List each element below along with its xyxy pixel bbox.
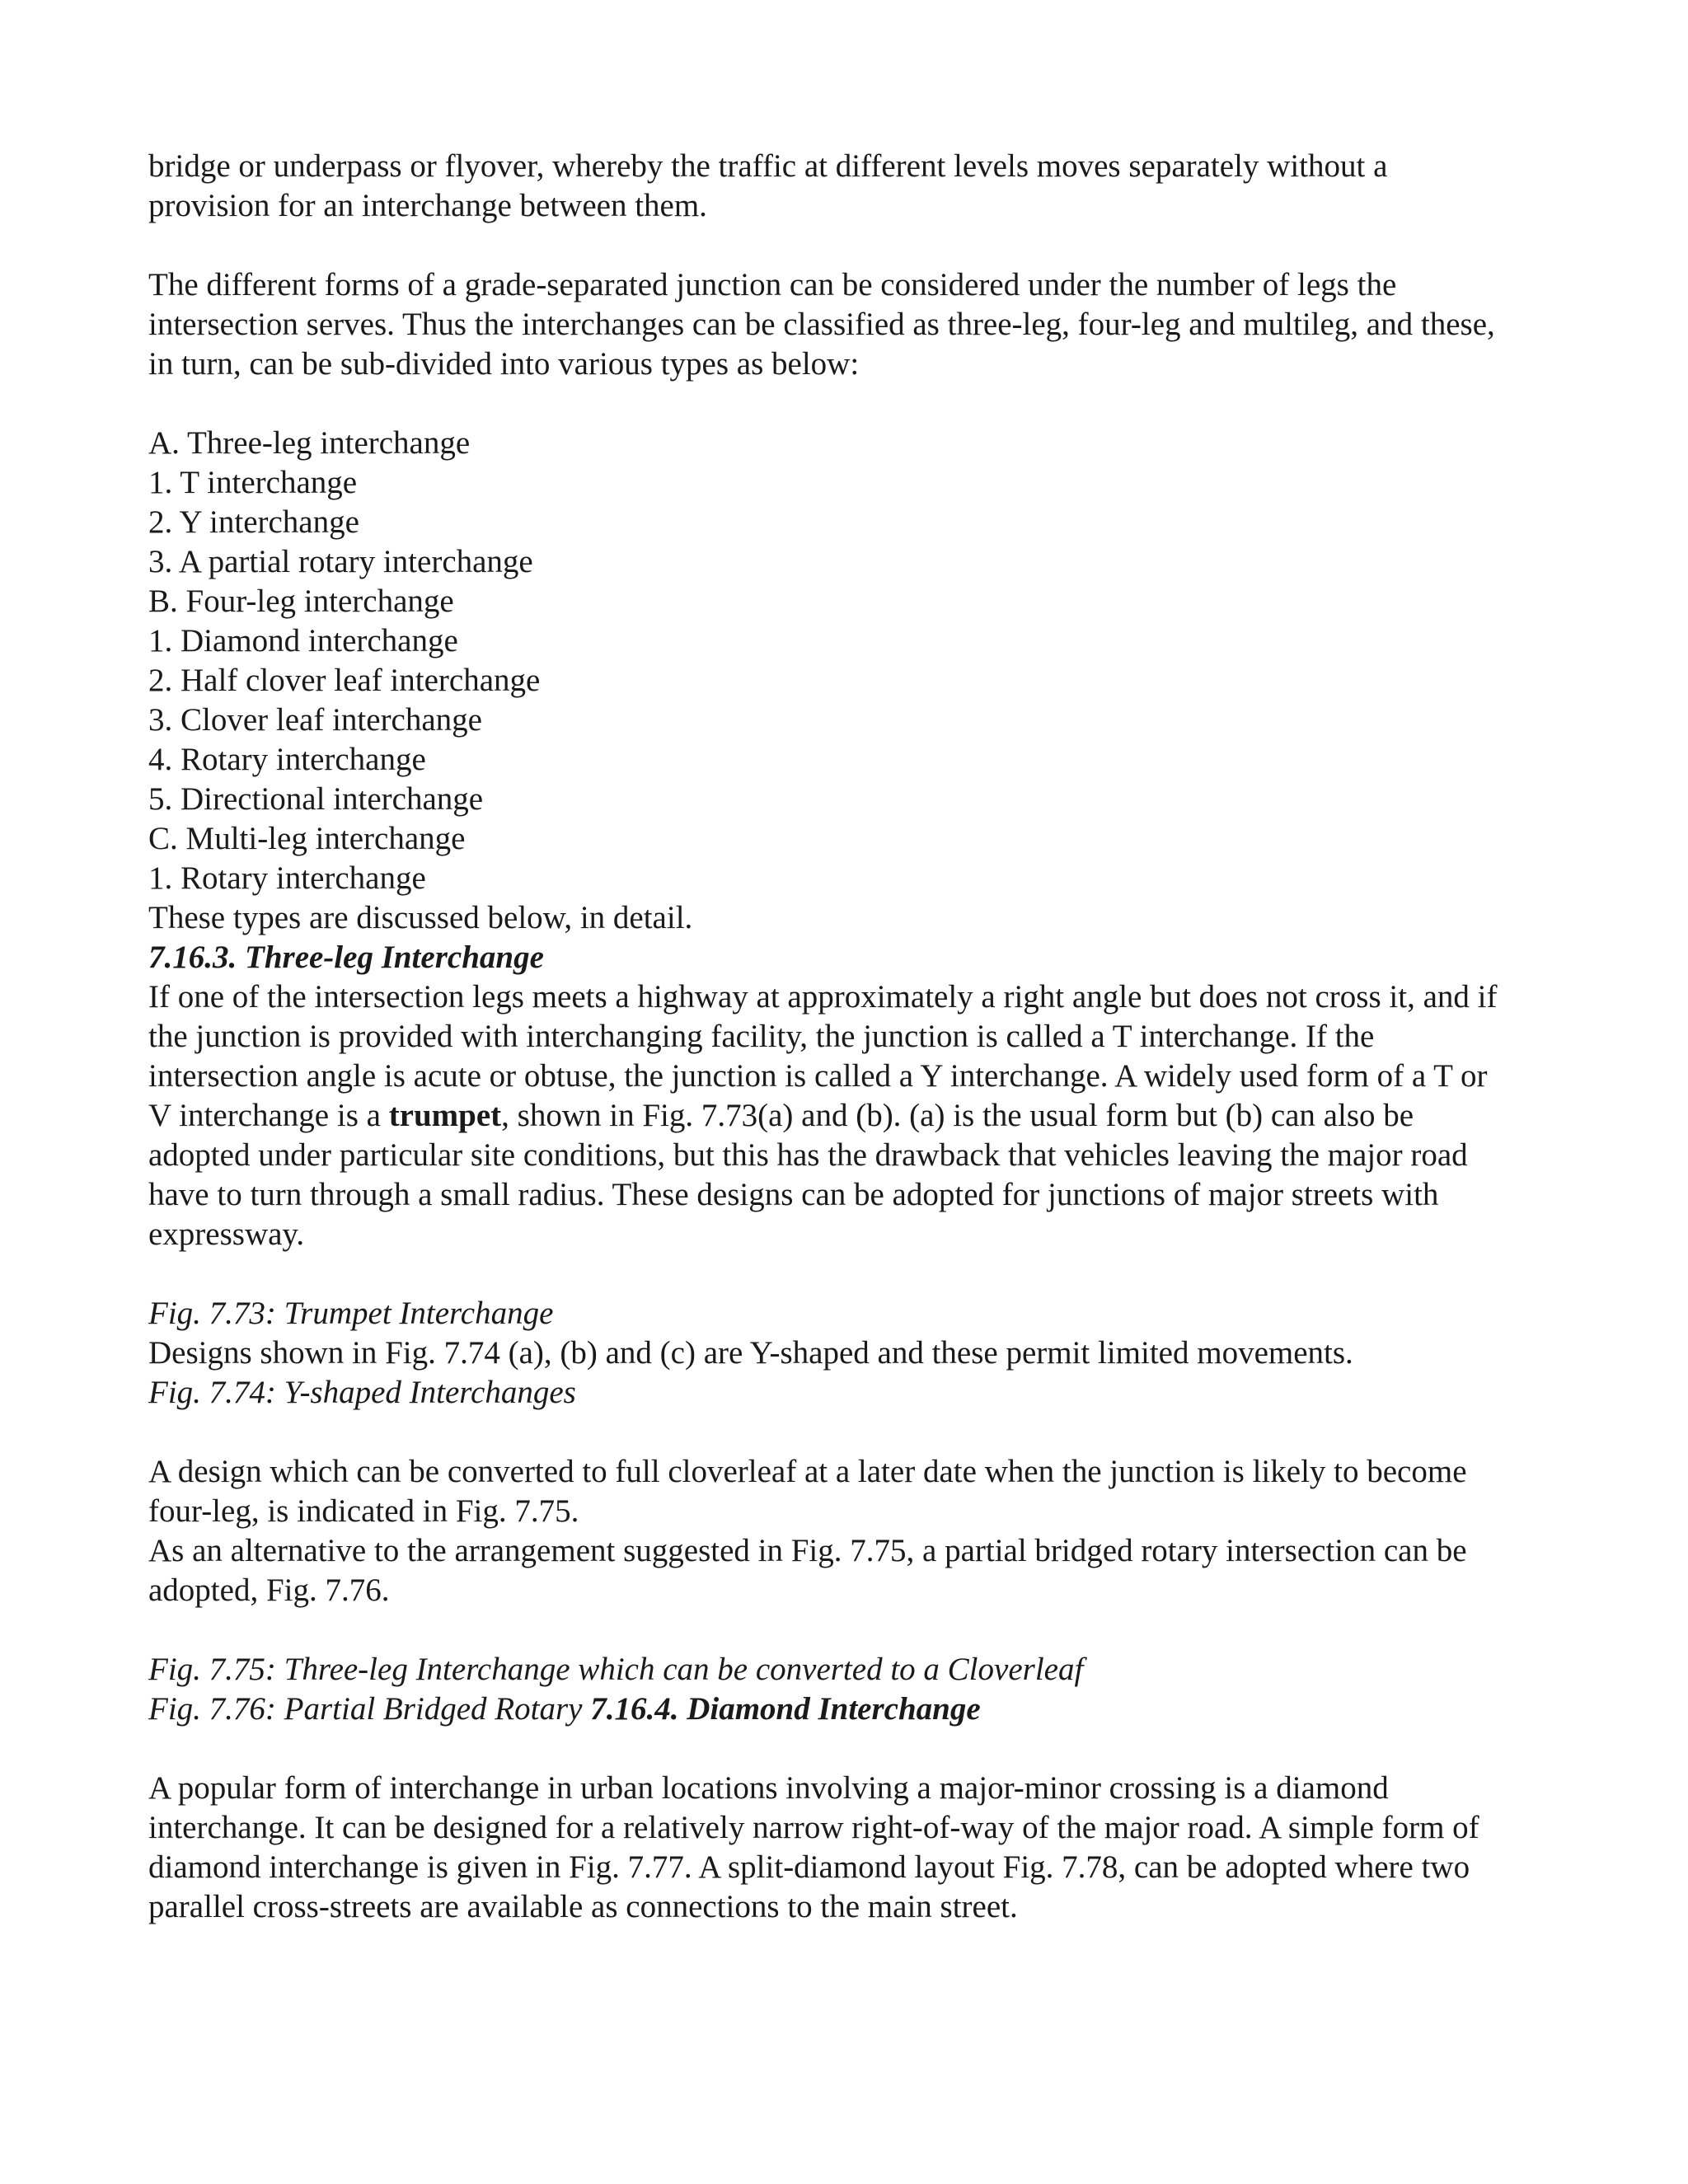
text-line: If one of the intersection legs meets a highway at approximately a right angle but does not cross it, and if — [148, 979, 1498, 1015]
list-item: 3. A partial rotary interchange — [148, 544, 533, 579]
text-line: expressway. — [148, 1216, 305, 1252]
text-line: in turn, can be sub-divided into various types as below: — [148, 346, 860, 382]
list-item: B. Four-leg interchange — [148, 583, 454, 619]
diamond-paragraph — [148, 1769, 1550, 1927]
classification-list — [148, 424, 1550, 938]
list-item: 5. Directional interchange — [148, 781, 484, 817]
figure-caption-7-76: Fig. 7.76: Partial Bridged Rotary — [148, 1691, 591, 1727]
text-line — [148, 1096, 1550, 1136]
forms-paragraph — [148, 265, 1550, 384]
text-line: intersection angle is acute or obtuse, the junction is called a Y interchange. A widely used form of a T or — [148, 1058, 1488, 1094]
caption-heading-line — [148, 1690, 1550, 1729]
three-leg-paragraph — [148, 977, 1550, 1254]
text-line: the junction is provided with interchanging facility, the junction is called a T interchange. If the — [148, 1019, 1375, 1054]
list-item: 1. T interchange — [148, 465, 358, 500]
text-line: intersection serves. Thus the interchanges can be classified as three-leg, four-leg and multileg, and these, — [148, 307, 1495, 342]
y-designs-text: Designs shown in Fig. 7.74 (a), (b) and (c) are Y-shaped and these permit limited movements. — [148, 1335, 1353, 1371]
text-line: parallel cross-streets are available as connections to the main street. — [148, 1889, 1018, 1924]
list-item: 1. Rotary interchange — [148, 860, 426, 896]
text-line: four-leg, is indicated in Fig. 7.75. — [148, 1493, 579, 1529]
text-line: As an alternative to the arrangement suggested in Fig. 7.75, a partial bridged rotary intersection can be — [148, 1533, 1467, 1568]
text-line: A popular form of interchange in urban locations involving a major-minor crossing is a diamond — [148, 1770, 1389, 1806]
list-item: These types are discussed below, in detail. — [148, 900, 693, 935]
figure-caption-7-73: Fig. 7.73: Trumpet Interchange — [148, 1296, 554, 1331]
text-line: adopted under particular site conditions, but this has the drawback that vehicles leaving the major road — [148, 1137, 1468, 1173]
list-item: 1. Diamond interchange — [148, 623, 458, 658]
list-item: 4. Rotary interchange — [148, 742, 426, 777]
section-heading-diamond: 7.16.4. Diamond Interchange — [590, 1691, 981, 1727]
text-line: The different forms of a grade-separated junction can be considered under the number of legs the — [148, 267, 1397, 302]
figure-caption-7-75: Fig. 7.75: Three-leg Interchange which can be converted to a Cloverleaf — [148, 1652, 1084, 1687]
text-line: have to turn through a small radius. These designs can be adopted for junctions of major streets with — [148, 1177, 1439, 1212]
intro-paragraph — [148, 147, 1550, 226]
text-line: interchange. It can be designed for a relatively narrow right-of-way of the major road. A simple form of — [148, 1810, 1479, 1845]
list-item: 2. Y interchange — [148, 504, 359, 540]
document-page — [148, 147, 1550, 1927]
cloverleaf-paragraph — [148, 1452, 1550, 1610]
text-line: provision for an interchange between them. — [148, 188, 707, 223]
list-item: C. Multi-leg interchange — [148, 821, 466, 856]
text-line: A design which can be converted to full cloverleaf at a later date when the junction is likely to become — [148, 1454, 1467, 1489]
text-span: , shown in Fig. 7.73(a) and (b). (a) is the usual form but (b) can also be — [501, 1098, 1414, 1133]
list-item: A. Three-leg interchange — [148, 425, 471, 461]
text-line: bridge or underpass or flyover, whereby the traffic at different levels moves separately without a — [148, 148, 1388, 184]
list-item: 2. Half clover leaf interchange — [148, 663, 541, 698]
text-line: diamond interchange is given in Fig. 7.77. A split-diamond layout Fig. 7.78, can be adopted where two — [148, 1849, 1470, 1885]
figure-caption-7-74: Fig. 7.74: Y-shaped Interchanges — [148, 1375, 576, 1410]
text-span: V interchange is a — [148, 1098, 389, 1133]
bold-term-trumpet: trumpet — [388, 1098, 502, 1133]
list-item: 3. Clover leaf interchange — [148, 702, 482, 738]
text-line: adopted, Fig. 7.76. — [148, 1572, 390, 1608]
section-heading-three-leg: 7.16.3. Three-leg Interchange — [148, 940, 544, 975]
